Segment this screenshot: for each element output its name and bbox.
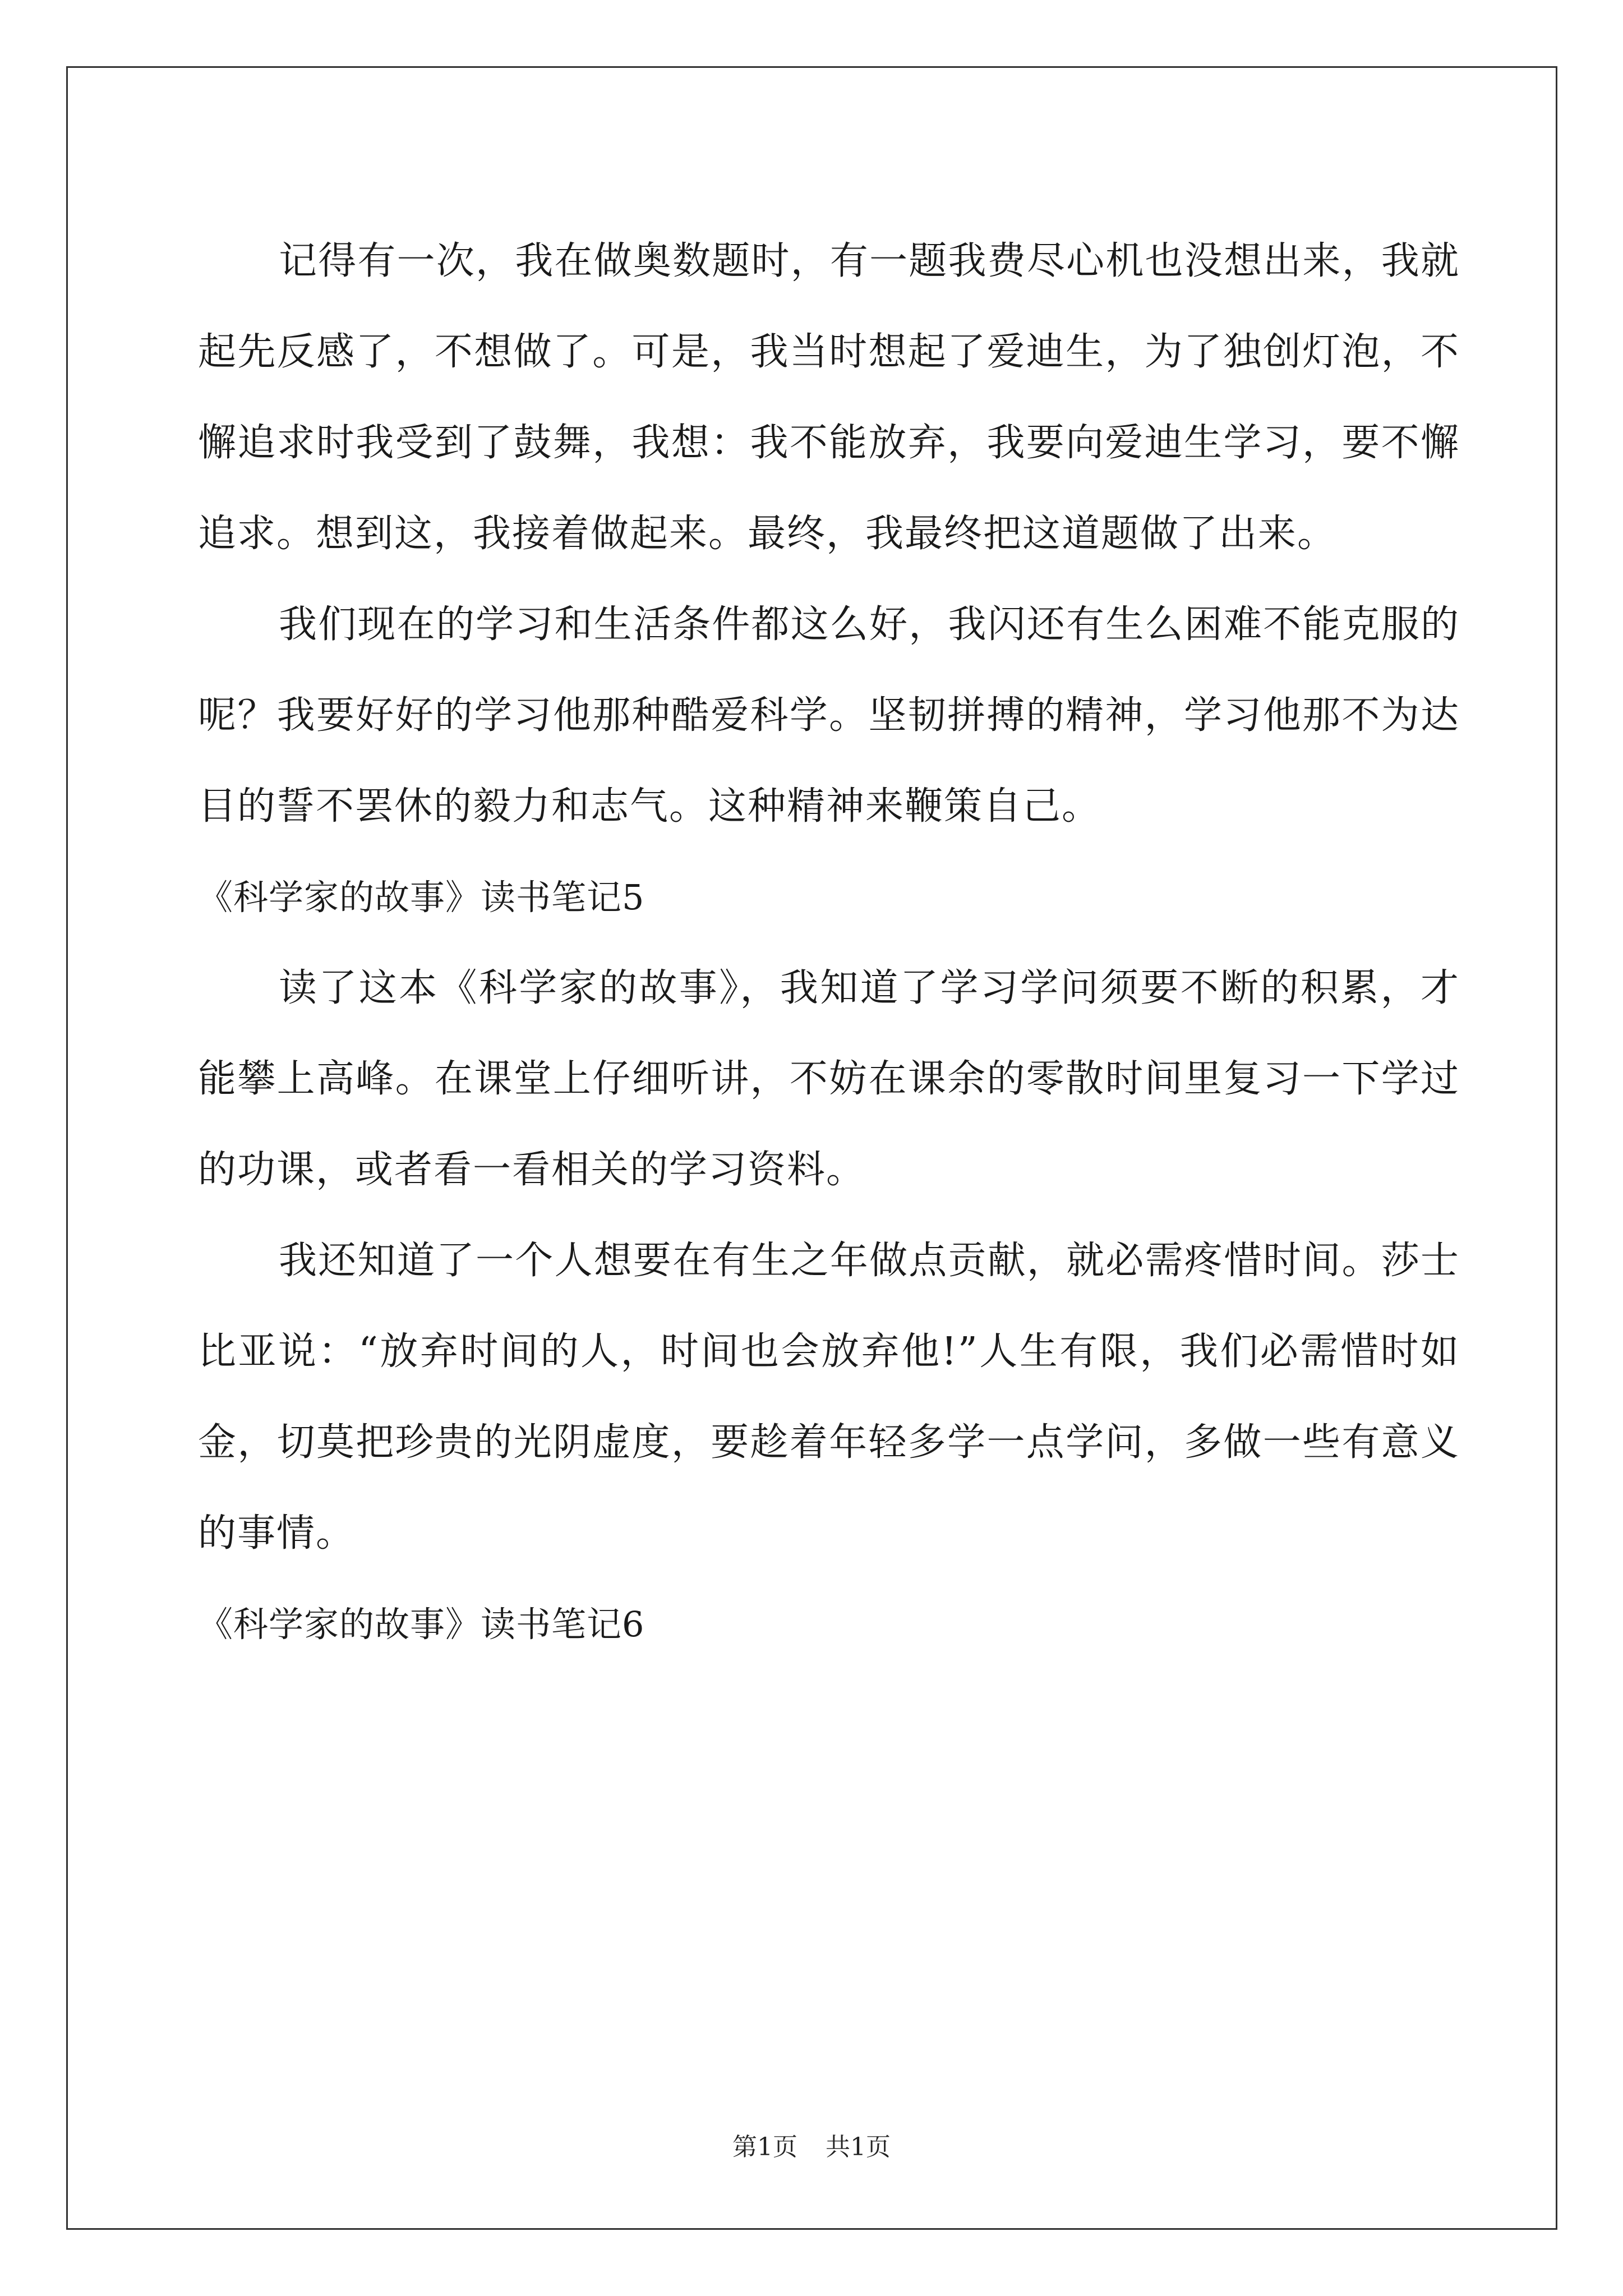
page-footer	[0, 2131, 1623, 2164]
page-total: 共1页	[826, 2133, 891, 2161]
paragraph-exam-story: 记得有一次，我在做奥数题时，有一题我费尽心机也没想出来，我就起先反感了，不想做了。可是，我当时想起了爱迪生，为了独创灯泡，不懈追求时我受到了鼓舞，我想：我不能放弃，我要向爱迪生学习，要不懈追求。想到这，我接着做起来。最终，我最终把这道题做了出来。	[198, 239, 1460, 556]
section-heading-note-5: 《科学家的故事》读书笔记5	[198, 877, 645, 918]
paragraph-accumulate-knowledge: 读了这本《科学家的故事》，我知道了学习学问须要不断的积累，才能攀上高峰。在课堂上仔细听讲，不妨在课余的零散时间里复习一下学过的功课，或者看一看相关的学习资料。	[198, 966, 1460, 1192]
paragraph-study-spirit: 我们现在的学习和生活条件都这么好，我闪还有生么困难不能克服的呢？我要好好的学习他那种酷爱科学。坚韧拼搏的精神，学习他那不为达目的誓不罢休的毅力和志气。这种精神来鞭策自己。	[198, 602, 1460, 829]
document-body	[198, 216, 1460, 1670]
paragraph-cherish-time: 我还知道了一个人想要在有生之年做点贡献，就必需疼惜时间。莎士比亚说：“放弃时间的人，时间也会放弃他!”人生有限，我们必需惜时如金，切莫把珍贵的光阴虚度，要趁着年轻多学一点学问，多做一些有意义的事情。	[198, 1239, 1460, 1556]
section-heading-note-6: 《科学家的故事》读书笔记6	[198, 1604, 645, 1645]
page-number: 第1页	[732, 2133, 797, 2161]
